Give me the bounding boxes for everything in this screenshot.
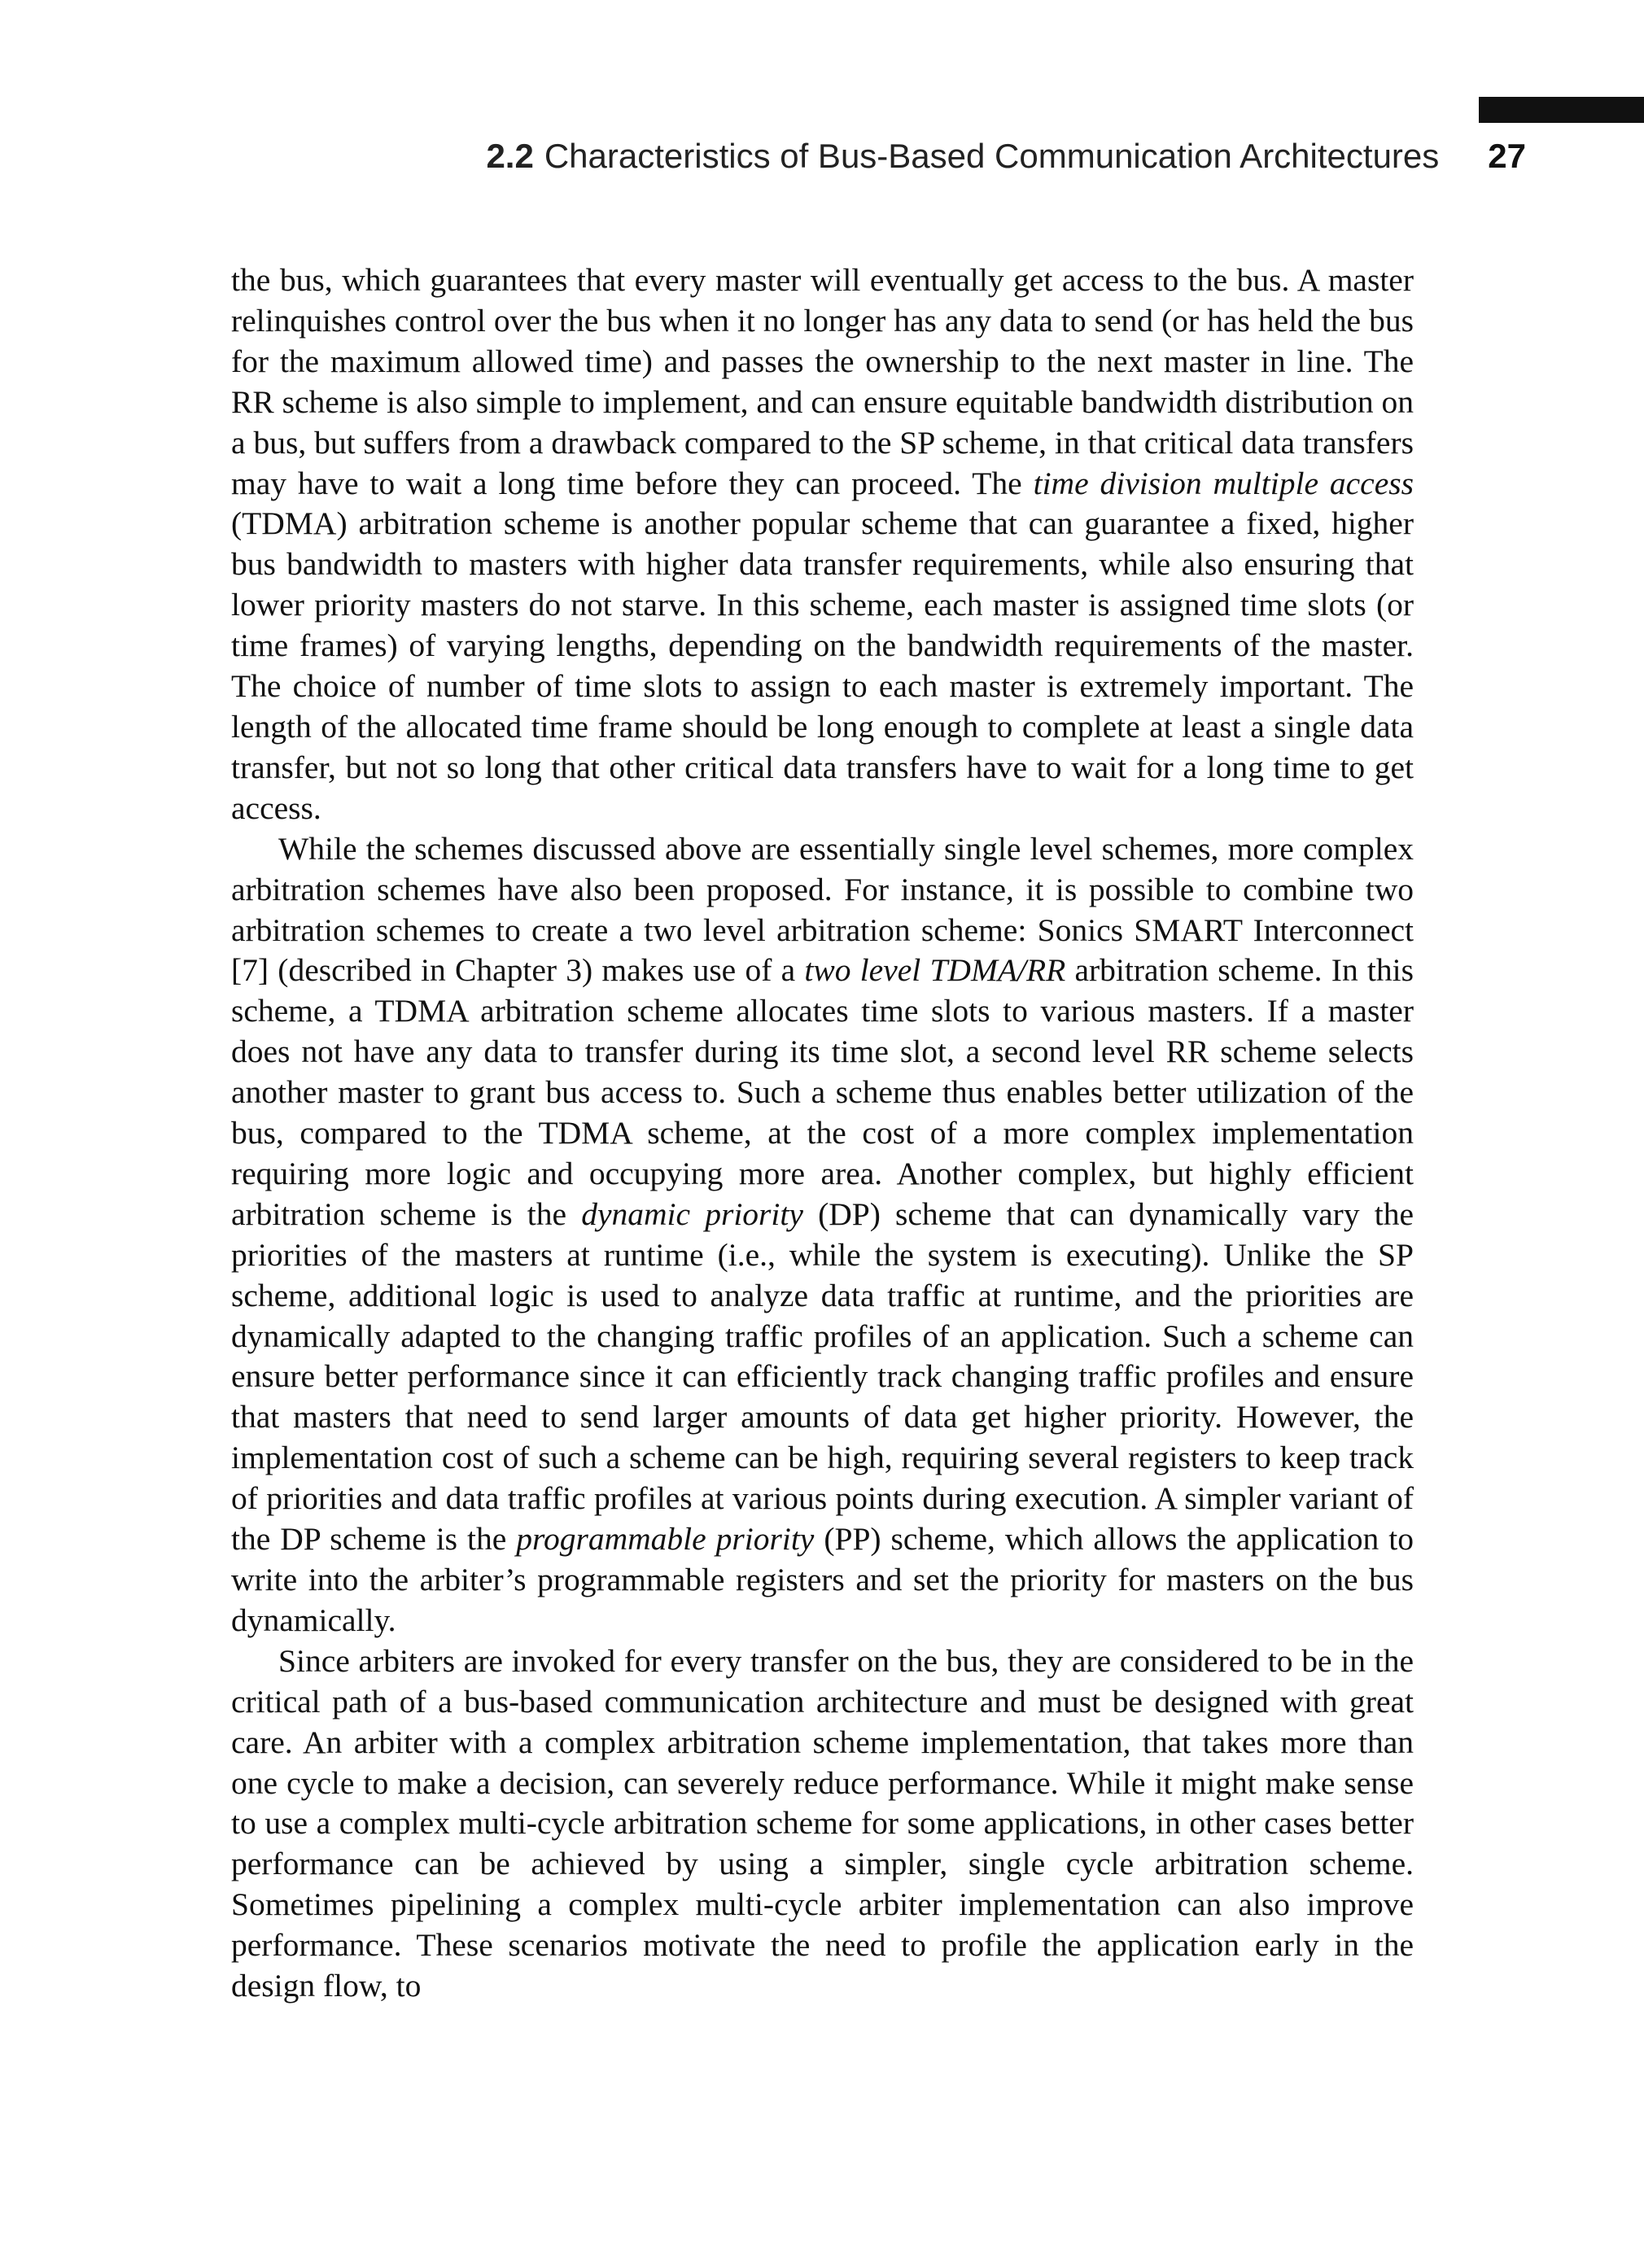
text-run: While the schemes discussed above are essentially single level schemes, more complex arbitration schemes have also been proposed. For instance, it is possible to combine two arbitration schemes to create a two level arbitration scheme: Sonics SMART Interconnect [7] (described in Chapter 3) makes use of a: [231, 830, 1414, 989]
text-run: (DP) scheme that can dynamically vary the priorities of the masters at runtime (i.e., while the system is executing). Unlike the SP scheme, additional logic is used to analyze data traffic at runtime, and the priorities are dynamically adapted to the changing traffic profiles of an application. Such a scheme can ensure better performance since it can efficiently track changing traffic profiles and ensure that masters that need to send larger amounts of data get higher priority. However, the implementation cost of such a scheme can be high, requiring several registers to keep track of priorities and data traffic profiles at various points during execution. A simpler variant of the DP scheme is the: [231, 1195, 1414, 1558]
section-title: Characteristics of Bus-Based Communication Architectures: [544, 137, 1440, 175]
term-two-level-tdma-rr: two level TDMA/RR: [804, 952, 1066, 989]
section-number: 2.2: [486, 137, 534, 175]
page-number: 27: [1488, 137, 1526, 175]
term-tdma: time division multiple access: [1033, 465, 1414, 501]
paragraph-3: [231, 1641, 1414, 2007]
text-run: arbitration scheme. In this scheme, a TDMA arbitration scheme allocates time slots to various masters. If a master does not have any data to transfer during its time slot, a second level RR scheme selects another master to grant bus access to. Such a scheme thus enables better utilization of the bus, compared to the TDMA scheme, at the cost of a more complex implementation requiring more logic and occupying more area. Another complex, but highly efficient arbitration scheme is the: [231, 952, 1414, 1232]
running-header: [244, 137, 1526, 182]
term-dynamic-priority: dynamic priority: [581, 1195, 803, 1232]
paragraph-2: [231, 829, 1414, 1641]
page-corner-bar: [1479, 97, 1644, 123]
text-run: (TDMA) arbitration scheme is another popular scheme that can guarantee a fixed, higher bus bandwidth to masters with higher data transfer requirements, while also ensuring that lower priority masters do not starve. In this scheme, each master is assigned time slots (or time frames) of varying lengths, depending on the bandwidth requirements of the master. The choice of number of time slots to assign to each master is extremely important. The length of the allocated time frame should be long enough to complete at least a single data transfer, but not so long that other critical data transfers have to wait for a long time to get access.: [231, 505, 1414, 826]
term-programmable-priority: programmable priority: [516, 1521, 815, 1558]
paragraph-1: [231, 260, 1414, 829]
text-run: (PP) scheme, which allows the application to write into the arbiter’s programmable registers and set the priority for masters on the bus dynamically.: [231, 1521, 1414, 1638]
text-run: the bus, which guarantees that every master will eventually get access to the bus. A master relinquishes control over the bus when it no longer has any data to send (or has held the bus for the maximum allowed time) and passes the ownership to the next master in line. The RR scheme is also simple to implement, and can ensure equitable bandwidth distribution on a bus, but suffers from a drawback compared to the SP scheme, in that critical data transfers may have to wait a long time before they can proceed. The: [231, 262, 1414, 501]
body-text: [231, 260, 1414, 2007]
text-run: Since arbiters are invoked for every transfer on the bus, they are considered to be in the critical path of a bus-based communication architecture and must be designed with great care. An arbiter with a complex arbitration scheme implementation, that takes more than one cycle to make a decision, can severely reduce performance. While it might make sense to use a complex multi-cycle arbitration scheme for some applications, in other cases better performance can be achieved by using a simpler, single cycle arbitration scheme. Sometimes pipelining a complex multi-cycle arbiter implementation can also improve performance. These scenarios motivate the need to profile the application early in the design flow, to: [231, 1642, 1414, 2004]
